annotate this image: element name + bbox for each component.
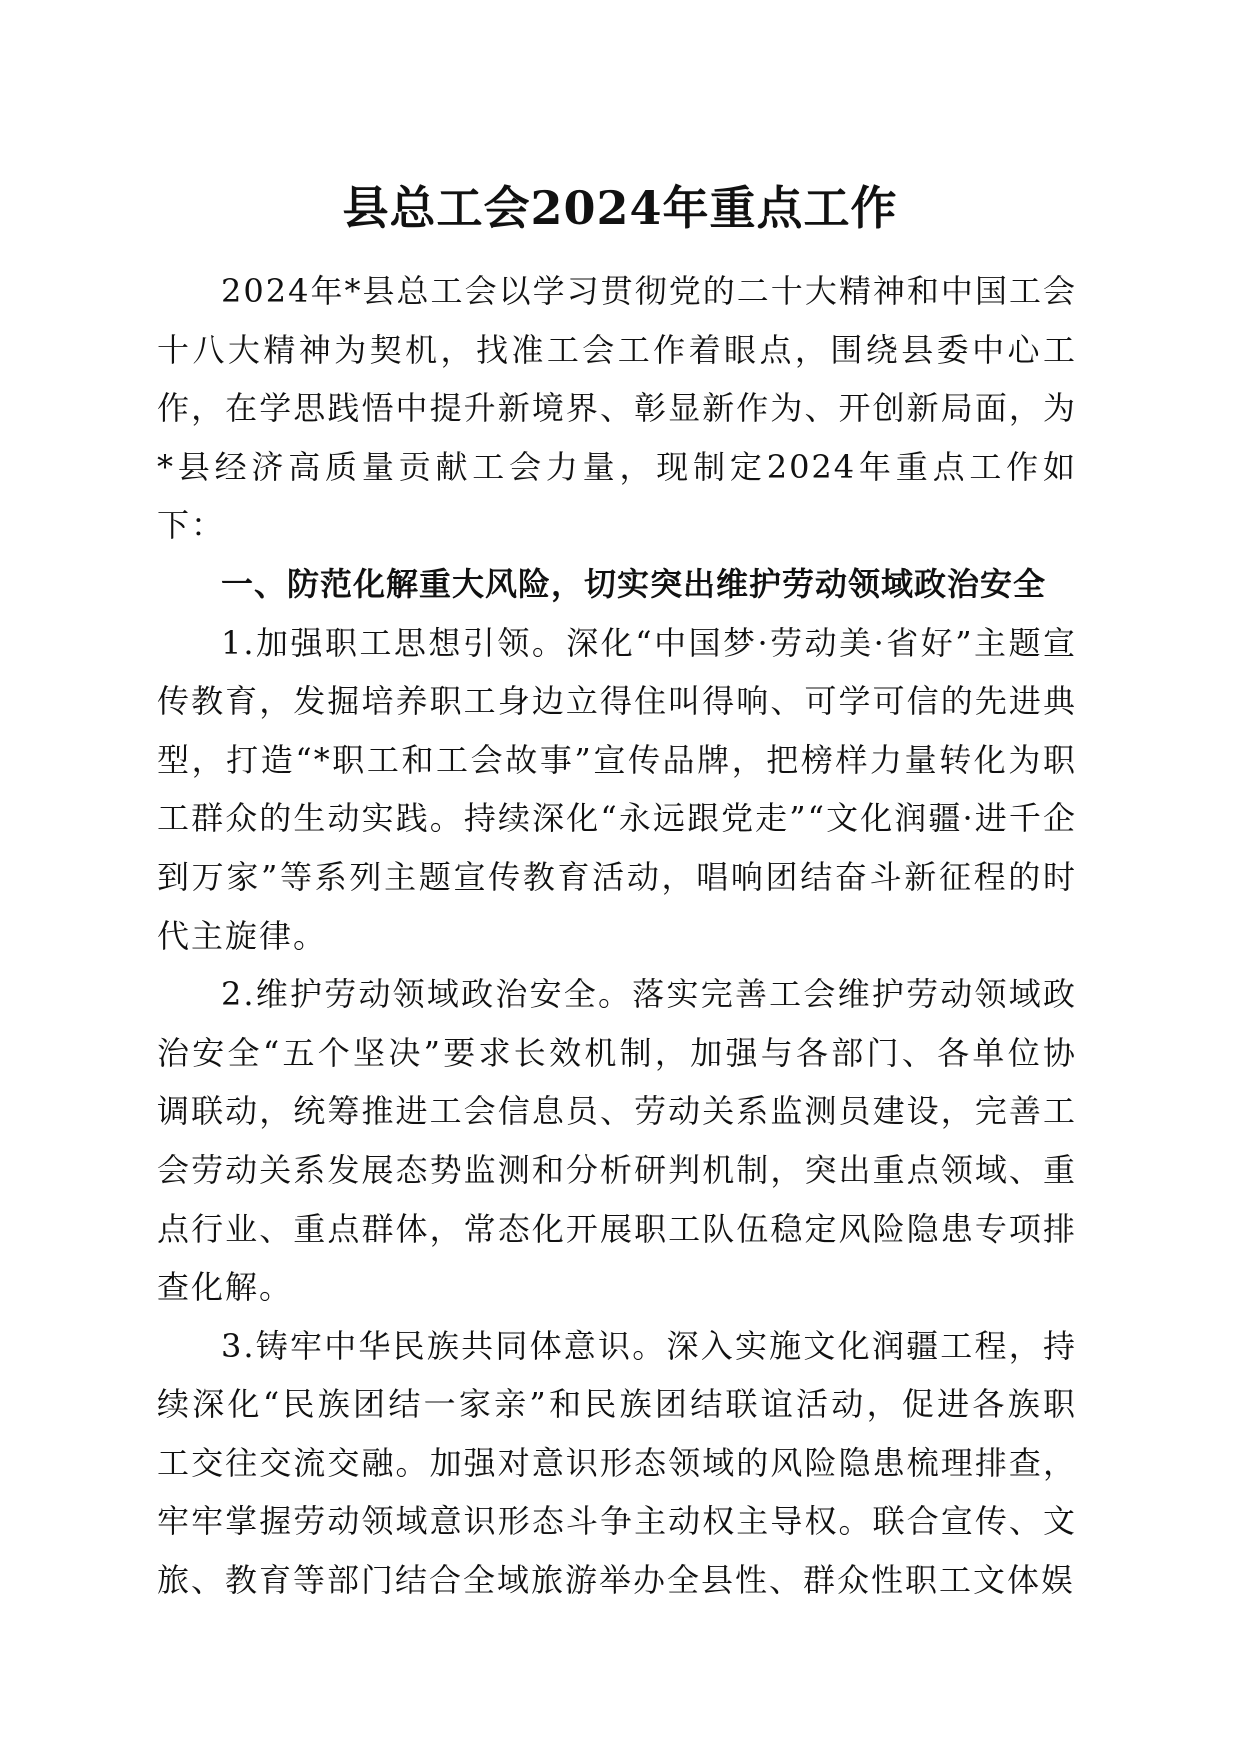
document-title: 县总工会2024年重点工作	[342, 181, 898, 235]
item-paragraph-2: 2.维护劳动领域政治安全。落实完善工会维护劳动领域政治安全“五个坚决”要求长效机制，加强与各部门、各单位协调联动，统筹推进工会信息员、劳动关系监测员建设，完善工会劳动关系发展态势监测和分析研判机制，突出重点领域、重点行业、重点群体，常态化开展职工队伍稳定风险隐患专项排查化解。	[157, 975, 1077, 1307]
item-paragraph-1: 1.加强职工思想引领。深化“中国梦·劳动美·省好”主题宣传教育，发掘培养职工身边立得住叫得响、可学可信的先进典型，打造“*职工和工会故事”宣传品牌，把榜样力量转化为职工群众的生动实践。持续深化“永远跟党走”“文化润疆·进千企到万家”等系列主题宣传教育活动，唱响团结奋斗新征程的时代主旋律。	[157, 623, 1077, 955]
item-paragraph-3: 3.铸牢中华民族共同体意识。深入实施文化润疆工程，持续深化“民族团结一家亲”和民族团结联谊活动，促进各族职工交往交流交融。加强对意识形态领域的风险隐患梳理排查，牢牢掌握劳动领域意识形态斗争主动权主导权。联合宣传、文旅、教育等部门结合全域旅游举办全县性、群众性职工文体娱	[157, 1326, 1077, 1600]
section-heading-1: 一、防范化解重大风险，切实突出维护劳动领域政治安全	[221, 564, 1047, 603]
intro-paragraph: 2024年*县总工会以学习贯彻党的二十大精神和中国工会十八大精神为契机，找准工会工作着眼点，围绕县委中心工作，在学思践悟中提升新境界、彰显新作为、开创新局面，为*县经济高质量贡献工会力量，现制定2024年重点工作如下：	[157, 272, 1077, 545]
document-body	[157, 262, 1077, 1610]
